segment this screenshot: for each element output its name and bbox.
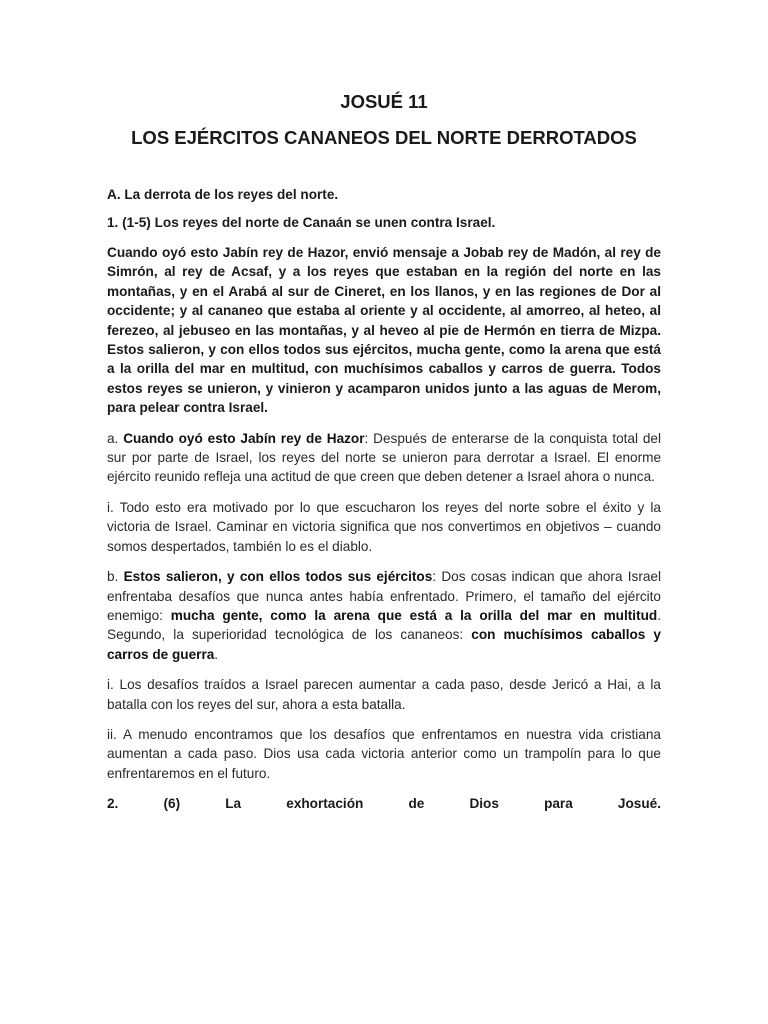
commentary-note-b	[107, 567, 661, 664]
note-quote: con muchísimos caballos y carros de guerra	[107, 627, 661, 662]
note-text: : Después de enterarse de la conquista total del sur por parte de Israel, los reyes del norte se unieron para derrotar a Israel. El enorme ejército reunido refleja una actitud de que creen que deben detener a Israel ahora o nunca.	[107, 430, 661, 485]
note-text: . Segundo, la superioridad tecnológica de los cananeos:	[107, 607, 661, 643]
scripture-passage: Cuando oyó esto Jabín rey de Hazor, envió mensaje a Jobab rey de Madón, al rey de Simrón, al rey de Acsaf, y a los reyes que estaban en la región del norte en las montañas, y en el Arabá al sur de Cineret, en los llanos, y en las regiones de Dor al occidente; y al cananeo que estaba al oriente y al occidente, al amorreo, al heteo, al ferezeo, al jebuseo en las montañas, y al heveo al pie de Hermón en tierra de Mizpa. Estos salieron, y con ellos todos sus ejércitos, mucha gente, como la arena que está a la orilla del mar en multitud, con muchísimos caballos y carros de guerra. Todos estos reyes se unieron, y vinieron y acamparon unidos junto a las aguas de Merom, para pelear contra Israel.	[107, 245, 661, 416]
section-heading-1: 1. (1-5) Los reyes del norte de Canaán se unen contra Israel.	[107, 215, 496, 230]
note-quote: Cuando oyó esto Jabín rey de Hazor	[123, 430, 365, 446]
note-quote: Estos salieron, y con ellos todos sus ejércitos	[123, 569, 433, 585]
chapter-title: JOSUÉ 11	[340, 91, 428, 112]
commentary-note-b-ii: ii. A menudo encontramos que los desafíos que enfrentamos en nuestra vida cristiana aumentan a cada paso. Dios usa cada victoria anterior como un trampolín para lo que enfrentaremos en el futuro.	[107, 726, 661, 781]
note-quote: mucha gente, como la arena que está a la orilla del mar en multitud	[170, 607, 658, 623]
note-text: .	[214, 646, 219, 662]
section-heading-2: 2. (6) La exhortación de Dios para Josué.	[107, 796, 661, 812]
commentary-note-b-i: i. Los desafíos traídos a Israel parecen aumentar a cada paso, desde Jericó a Hai, a la batalla con los reyes del sur, ahora a esta batalla.	[107, 677, 661, 712]
note-prefix: b.	[107, 569, 124, 585]
commentary-note-a-i: i. Todo esto era motivado por lo que escucharon los reyes del norte sobre el éxito y la victoria de Israel. Caminar en victoria significa que nos convertimos en objetivos – cuando somos despertados, también lo es el diablo.	[107, 499, 661, 554]
section-heading-a: A. La derrota de los reyes del norte.	[107, 187, 339, 202]
chapter-subtitle: LOS EJÉRCITOS CANANEOS DEL NORTE DERROTADOS	[131, 127, 637, 148]
document-page	[107, 90, 661, 813]
note-text: : Dos cosas indican que ahora Israel enfrentaba desafíos que nunca antes había enfrentado. Primero, el tamaño del ejército enemigo:	[107, 569, 662, 623]
commentary-note-a	[107, 429, 661, 487]
note-prefix: a.	[107, 430, 124, 446]
